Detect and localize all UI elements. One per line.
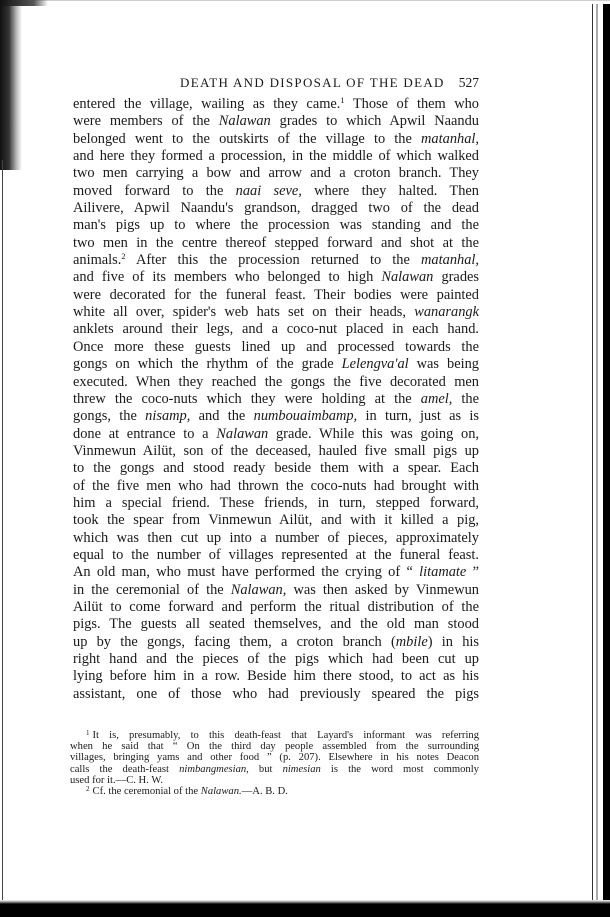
text-run: animals. <box>73 252 122 269</box>
text-run: After this the procession returned to the <box>125 252 422 269</box>
text-run: Ailüt to come forward and perform the ritual distribution of the <box>73 598 479 615</box>
body-line <box>73 96 479 113</box>
footnotes <box>70 730 479 797</box>
text-run: belonged went to the outskirts of the village to the <box>73 130 422 147</box>
text-run: gongs on which the rhythm of the grade <box>73 356 342 373</box>
text-run: which was then cut up into a number of pieces, approximately <box>73 529 479 546</box>
scan-right-edge-line <box>592 4 593 900</box>
text-run: and here they formed a procession, in the middle of which walked <box>73 148 479 165</box>
text-run: but <box>248 763 283 775</box>
text-run: grades to which Apwil Naandu <box>270 113 479 130</box>
body-line <box>73 460 479 477</box>
footnote-line <box>70 752 479 763</box>
text-run: ) in his <box>427 633 479 650</box>
body-line <box>73 269 479 286</box>
italic-term: mbile <box>395 633 428 650</box>
body-line <box>73 512 479 529</box>
text-run: two men in the centre thereof stepped forward and shot at the <box>73 234 479 251</box>
text-run: Those of them who <box>344 96 479 112</box>
body-line <box>73 131 479 148</box>
text-run: Ailivere, Apwil Naandu's grandson, dragged two of the dead <box>73 200 479 217</box>
footnote-line <box>70 786 479 797</box>
italic-term: Nalawan. <box>200 785 242 797</box>
running-head-title: DEATH AND DISPOSAL OF THE DEAD <box>180 75 445 90</box>
text-run: where they halted. Then <box>301 182 479 199</box>
scan-bottom-border <box>0 904 610 917</box>
text-run: anklets around their legs, and a coco-nut placed in each hand. <box>73 321 479 338</box>
page-number: 527 <box>458 75 479 90</box>
body-line <box>73 495 479 512</box>
text-run: the <box>452 390 479 407</box>
italic-term: nisamp, <box>145 408 191 425</box>
text-run: in turn, just as is <box>357 408 480 425</box>
body-line <box>73 686 479 703</box>
body-line <box>73 634 479 651</box>
scan-top-edge <box>0 0 610 1</box>
body-line <box>73 148 479 165</box>
body-line <box>73 252 479 269</box>
text-run: were decorated for the funeral feast. Their bodies were painted <box>73 286 479 303</box>
body-line <box>73 616 479 633</box>
body-line <box>73 443 479 460</box>
italic-term: Nalawan, <box>230 581 287 598</box>
body-line <box>73 200 479 217</box>
text-run: was being <box>408 356 480 373</box>
text-run: took the spear from Vinmewun Ailüt, and with it killed a pig, <box>73 512 479 529</box>
footnote-line <box>70 741 479 752</box>
text-run: when he said that “ On the third day people assembled from the surrounding <box>70 741 479 753</box>
text-run: were members of the <box>73 113 219 130</box>
body-line <box>73 304 479 321</box>
scan-right-border <box>603 4 610 900</box>
text-run: lying before him in a row. Beside him there stood, to act as his <box>73 668 479 685</box>
body-line <box>73 183 479 200</box>
body-line <box>73 217 479 234</box>
italic-term: Nalawan <box>216 425 269 442</box>
italic-term: nimesian <box>282 763 321 775</box>
text-run: —A. B. D. <box>241 785 288 797</box>
running-head <box>73 75 479 91</box>
text-run: pigs. The guests all seated themselves, and the old man stood <box>73 616 479 633</box>
body-line <box>73 564 479 581</box>
scan-left-edge <box>2 160 3 900</box>
body-line <box>73 235 479 252</box>
body-line <box>73 356 479 373</box>
text-run: done at entrance to a <box>73 425 217 442</box>
text-run: grades <box>433 269 479 286</box>
body-line <box>73 408 479 425</box>
text-run: and the <box>190 408 254 425</box>
italic-term: naai seve, <box>235 182 302 199</box>
text-run: gongs, the <box>73 408 146 425</box>
italic-term: litamate <box>419 564 467 581</box>
text-run: grade. While this was going on, <box>268 425 479 442</box>
text-run: him a special friend. These friends, in turn, stepped forward, <box>73 494 479 511</box>
body-line <box>73 478 479 495</box>
text-run: equal to the number of villages represented at the funeral feast. <box>73 546 479 563</box>
scan-binding-shadow-top <box>0 0 48 6</box>
text-run: in the ceremonial of the <box>73 581 231 598</box>
text-run: moved forward to the <box>73 182 236 199</box>
text-run: Vinmewun Ailüt, son of the deceased, hauled five small pigs up <box>73 442 479 459</box>
text-run: An old man, who must have performed the crying of “ <box>73 564 420 581</box>
text-run: Cf. the ceremonial of the <box>92 785 201 797</box>
text-run: of the five men who had thrown the coco-nuts had brought with <box>73 477 479 494</box>
text-run: white all over, spider's web hats set on their heads, <box>73 304 415 321</box>
italic-term: amel, <box>420 390 453 407</box>
body-line <box>73 113 479 130</box>
italic-term: matanhal, <box>421 130 479 147</box>
text-run: is the word most commonly <box>320 763 479 775</box>
footnote-line <box>70 764 479 775</box>
text-run: threw the coco-nuts which they were holding at the <box>73 390 421 407</box>
text-run: entered the village, wailing as they came. <box>73 96 341 112</box>
footnote-marker: 1 <box>86 729 90 737</box>
text-run: villages, bringing yams and other food ” (p. 207). Elsewhere in his notes Deacon <box>70 752 479 764</box>
body-line <box>73 651 479 668</box>
text-run: It is, presumably, to this death-feast that Layard's informant was referring <box>92 730 479 741</box>
italic-term: nimbangmesian, <box>179 763 249 775</box>
body-line <box>73 321 479 338</box>
text-run: up by the gongs, facing them, a croton branch ( <box>73 633 396 650</box>
scan-binding-shadow <box>0 0 22 170</box>
body-line <box>73 426 479 443</box>
scan-right-edge-shade <box>596 4 598 900</box>
text-run: right hand and the pieces of the pigs which had been cut up <box>73 651 479 667</box>
text-run: was then asked by Vinmewun <box>286 581 479 598</box>
footnote-line <box>70 730 479 741</box>
italic-term: Nalawan <box>218 113 271 130</box>
italic-term: numbouaimbamp, <box>253 408 358 425</box>
body-line <box>73 547 479 564</box>
text-run: to the gongs and stood ready beside them with a spear. Each <box>73 460 479 477</box>
text-run: two men carrying a bow and arrow and a croton branch. They <box>73 165 479 182</box>
body-line <box>73 530 479 547</box>
body-line <box>73 599 479 616</box>
body-line <box>73 374 479 391</box>
text-run: and five of its members who belonged to high <box>73 269 382 286</box>
body-line <box>73 339 479 356</box>
footnote-line <box>70 775 479 786</box>
text-run: executed. When they reached the gongs the five decorated men <box>73 373 479 390</box>
body-line <box>73 668 479 685</box>
text-run: man's pigs up to where the procession was standing and the <box>73 217 479 234</box>
body-line <box>73 391 479 408</box>
italic-term: Nalawan <box>381 269 434 286</box>
body-text <box>73 96 479 703</box>
text-run: ” <box>466 564 479 581</box>
text-run: used for it.—C. H. W. <box>70 774 163 786</box>
italic-term: matanhal, <box>421 252 479 269</box>
text-run: calls the death-feast <box>70 763 180 775</box>
text-run: Once more these guests lined up and processed towards the <box>73 338 479 355</box>
text-run: assistant, one of those who had previously speared the pigs <box>73 685 479 702</box>
body-line <box>73 287 479 304</box>
italic-term: wanarangk <box>414 304 479 321</box>
body-line <box>73 165 479 182</box>
body-line <box>73 582 479 599</box>
italic-term: Lelengva'al <box>341 356 409 373</box>
footnote-marker: 2 <box>86 784 90 793</box>
footnote-reference: 2 <box>121 251 126 262</box>
footnote-reference: 1 <box>340 95 345 105</box>
